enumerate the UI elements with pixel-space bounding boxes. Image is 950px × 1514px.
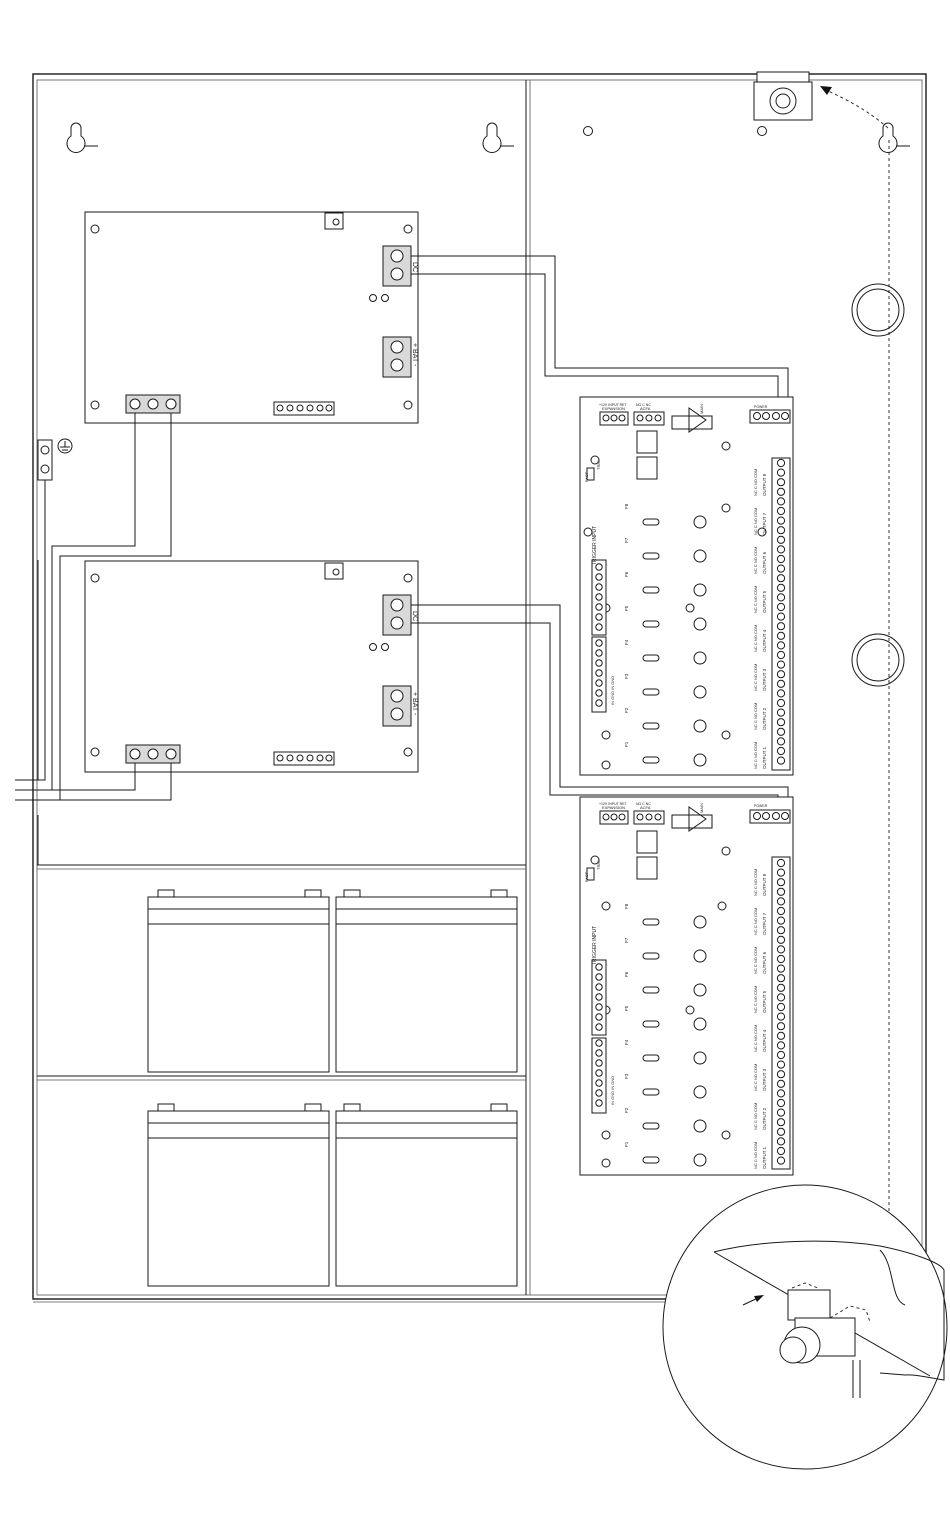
output-label: OUTPUT 6: [762, 951, 767, 974]
rb1-input-pins: IN GND IN GND: [610, 675, 615, 705]
output-pin-label: NC C NO COM: [753, 585, 758, 613]
output-label: OUTPUT 1: [762, 1146, 767, 1169]
output-label: OUTPUT 8: [762, 873, 767, 896]
rb1-fuse-label: MAIN: [699, 404, 704, 414]
output-pin-label: NC C NO COM: [753, 868, 758, 896]
output-pin-label: NC C NO COM: [753, 985, 758, 1013]
fuse-number-label: F8: [624, 503, 629, 509]
fuse-number-label: F8: [624, 903, 629, 909]
rb1-trig-label: TRIG: [596, 460, 601, 470]
battery-1: [148, 890, 329, 1072]
fuse-number-label: F1: [624, 741, 629, 747]
output-pin-label: NC C NO COM: [753, 1024, 758, 1052]
keyhole-slot-right: [879, 123, 910, 152]
psu2-bat-label: + BAT -: [411, 692, 418, 716]
output-label: OUTPUT 1: [762, 746, 767, 769]
output-pin-label: NC C NO COM: [753, 1102, 758, 1130]
output-pin-label: NC C NO COM: [753, 741, 758, 769]
rb2-expansion-label: EXPANSION: [602, 805, 626, 810]
rb1-power-label: POWER: [754, 405, 768, 409]
fuse-number-label: F2: [624, 1107, 629, 1113]
output-pin-label: NC C NO COM: [753, 702, 758, 730]
psu2-dc-label: DC: [411, 611, 418, 622]
output-pin-label: NC C NO COM: [753, 468, 758, 496]
output-label: OUTPUT 3: [762, 1068, 767, 1091]
fuse-number-label: F7: [624, 537, 629, 543]
fuse-number-label: F1: [624, 1141, 629, 1147]
output-pin-label: NC C NO COM: [753, 1063, 758, 1091]
battery-4: [336, 1104, 517, 1286]
rb1-expansion-pins: +12V INPUT RET: [599, 403, 627, 407]
rb1-facp-label: FACP: [584, 471, 589, 482]
psu-board-2: [85, 561, 418, 772]
rb2-trig-label: TRIG: [596, 860, 601, 870]
fuse-number-label: F5: [624, 605, 629, 611]
fuse-number-label: F4: [624, 639, 629, 645]
keyhole-slot-left: [67, 123, 98, 152]
output-label: OUTPUT 4: [762, 1029, 767, 1052]
output-pin-label: NC C NO COM: [753, 624, 758, 652]
rb2-trigger-label: TRIGGER INPUT: [592, 925, 598, 965]
psu-board-1: [85, 212, 418, 423]
rb2-fuse-label: MAIN: [699, 803, 704, 813]
output-label: OUTPUT 4: [762, 629, 767, 652]
output-label: OUTPUT 7: [762, 512, 767, 535]
ground-terminal: [38, 439, 72, 480]
tamper-switch: [754, 72, 812, 120]
knockout-top: [852, 284, 904, 336]
fuse-number-label: F2: [624, 707, 629, 713]
fuse-number-label: F6: [624, 571, 629, 577]
rb2-power-label: POWER: [754, 804, 768, 808]
rb2-input-pins: IN GND IN GND: [610, 1075, 615, 1105]
fuse-number-label: F7: [624, 937, 629, 943]
output-label: OUTPUT 2: [762, 707, 767, 730]
dc-wiring-1: [411, 256, 788, 408]
rb2-acfa-label: ACFA: [640, 805, 651, 810]
output-label: OUTPUT 8: [762, 473, 767, 496]
fuse-number-label: F5: [624, 1005, 629, 1011]
output-label: OUTPUT 3: [762, 668, 767, 691]
rb2-acfa-pins: NO C NC: [636, 802, 651, 806]
battery-3: [148, 1104, 329, 1286]
mount-hole: [758, 127, 767, 136]
tamper-detail-circle: [663, 1185, 947, 1469]
psu1-bat-label: + BAT -: [411, 343, 418, 367]
output-label: OUTPUT 2: [762, 1107, 767, 1130]
output-label: OUTPUT 7: [762, 912, 767, 935]
output-pin-label: NC C NO COM: [753, 546, 758, 574]
fuse-number-label: F6: [624, 971, 629, 977]
output-label: OUTPUT 5: [762, 590, 767, 613]
output-pin-label: NC C NO COM: [753, 663, 758, 691]
rb2-facp-label: FACP: [584, 871, 589, 882]
rb1-trigger-label: TRIGGER INPUT: [592, 525, 598, 565]
rb1-acfa-pins: NO C NC: [636, 403, 651, 407]
output-pin-label: NC C NO COM: [753, 1141, 758, 1169]
psu1-dc-label: DC: [411, 262, 418, 273]
output-label: OUTPUT 5: [762, 990, 767, 1013]
mount-hole: [584, 127, 593, 136]
output-pin-label: NC C NO COM: [753, 946, 758, 974]
rb2-expansion-pins: +12V INPUT RET: [599, 802, 627, 806]
output-label: OUTPUT 6: [762, 551, 767, 574]
tamper-arrow: [820, 86, 888, 128]
knockout-bottom: [852, 634, 904, 686]
rb1-acfa-label: ACFA: [640, 406, 651, 411]
fuse-number-label: F3: [624, 1073, 629, 1079]
output-pin-label: NC C NO COM: [753, 907, 758, 935]
rb1-expansion-label: EXPANSION: [602, 406, 626, 411]
keyhole-slot-middle: [483, 123, 514, 152]
output-pin-label: NC C NO COM: [753, 507, 758, 535]
fuse-number-label: F4: [624, 1039, 629, 1045]
battery-2: [336, 890, 517, 1072]
fuse-number-label: F3: [624, 673, 629, 679]
